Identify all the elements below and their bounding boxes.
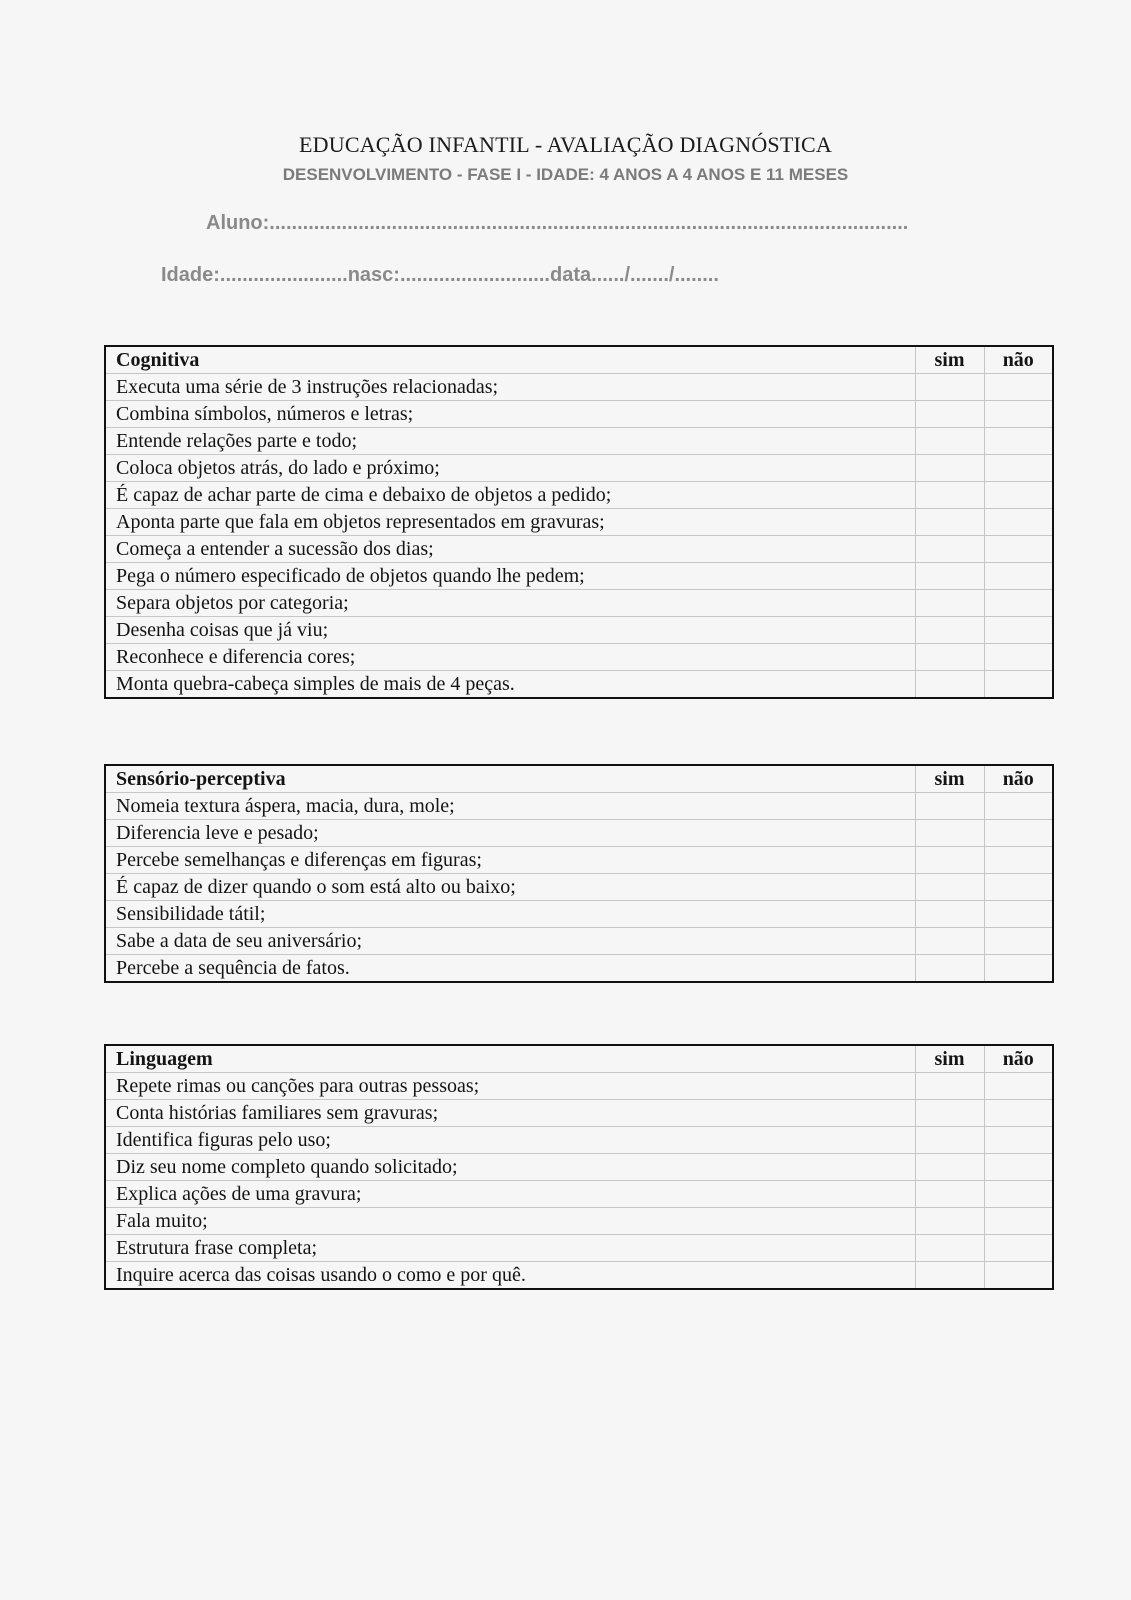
nao-checkbox-cell[interactable] <box>984 1127 1053 1154</box>
table-row <box>105 563 1053 590</box>
sim-checkbox-cell[interactable] <box>915 644 984 671</box>
item-label: Sensibilidade tátil; <box>105 901 915 928</box>
section-title: Linguagem <box>105 1045 915 1073</box>
table-row <box>105 1181 1053 1208</box>
item-label: Inquire acerca das coisas usando o como e por quê. <box>116 1264 526 1286</box>
nao-checkbox-cell[interactable] <box>984 901 1053 928</box>
section-title: Sensório-perceptiva <box>105 765 915 793</box>
nao-checkbox-cell[interactable] <box>984 1100 1053 1127</box>
item-label: Desenha coisas que já viu; <box>105 617 915 644</box>
item-label: Pega o número especificado de objetos quando lhe pedem; <box>105 563 915 590</box>
item-label: Começa a entender a sucessão dos dias; <box>105 536 915 563</box>
linguagem-table <box>104 1044 1054 1290</box>
nao-checkbox-cell[interactable] <box>984 617 1053 644</box>
sim-checkbox-cell[interactable] <box>915 874 984 901</box>
item-label: Aponta parte que fala em objetos representados em gravuras; <box>105 509 915 536</box>
nao-checkbox-cell[interactable] <box>984 847 1053 874</box>
item-label: Percebe semelhanças e diferenças em figuras; <box>105 847 915 874</box>
item-label: Diferencia leve e pesado; <box>105 820 915 847</box>
document-title: EDUCAÇÃO INFANTIL - AVALIAÇÃO DIAGNÓSTICA <box>299 132 832 157</box>
sim-checkbox-cell[interactable] <box>915 901 984 928</box>
nao-checkbox-cell[interactable] <box>984 874 1053 901</box>
item-label: Repete rimas ou canções para outras pessoas; <box>105 1073 915 1100</box>
nao-checkbox-cell[interactable] <box>984 428 1053 455</box>
table-row <box>105 901 1053 928</box>
sim-checkbox-cell[interactable] <box>915 793 984 820</box>
nao-checkbox-cell[interactable] <box>984 455 1053 482</box>
sim-checkbox-cell[interactable] <box>915 455 984 482</box>
table-row <box>105 1235 1053 1262</box>
nao-checkbox-cell[interactable] <box>984 928 1053 955</box>
sim-checkbox-cell[interactable] <box>915 671 984 699</box>
item-label: Explica ações de uma gravura; <box>105 1181 915 1208</box>
sim-checkbox-cell[interactable] <box>915 374 984 401</box>
table-row <box>105 1208 1053 1235</box>
sim-checkbox-cell[interactable] <box>915 1181 984 1208</box>
item-label: Sabe a data de seu aniversário; <box>105 928 915 955</box>
sim-checkbox-cell[interactable] <box>915 847 984 874</box>
nao-checkbox-cell[interactable] <box>984 671 1053 699</box>
table-row <box>105 401 1053 428</box>
item-label: É capaz de dizer quando o som está alto ou baixo; <box>105 874 915 901</box>
item-label: Diz seu nome completo quando solicitado; <box>105 1154 915 1181</box>
nao-header: não <box>984 1045 1053 1073</box>
item-label: Separa objetos por categoria; <box>105 590 915 617</box>
item-label: Executa uma série de 3 instruções relacionadas; <box>105 374 915 401</box>
table-row <box>105 1100 1053 1127</box>
nao-checkbox-cell[interactable] <box>984 482 1053 509</box>
table-row <box>105 955 1053 983</box>
sim-checkbox-cell[interactable] <box>915 1262 984 1290</box>
table-row <box>105 928 1053 955</box>
sim-checkbox-cell[interactable] <box>915 820 984 847</box>
table-row <box>105 644 1053 671</box>
sim-checkbox-cell[interactable] <box>915 563 984 590</box>
nao-checkbox-cell[interactable] <box>984 1235 1053 1262</box>
table-row <box>105 1154 1053 1181</box>
table-row <box>105 590 1053 617</box>
item-label: Estrutura frase completa; <box>105 1235 915 1262</box>
nao-checkbox-cell[interactable] <box>984 820 1053 847</box>
nao-checkbox-cell[interactable] <box>984 793 1053 820</box>
sim-checkbox-cell[interactable] <box>915 617 984 644</box>
table-header-row <box>105 346 1053 374</box>
table-row <box>105 617 1053 644</box>
section-title: Cognitiva <box>105 346 915 374</box>
table-row <box>105 1073 1053 1100</box>
nao-checkbox-cell[interactable] <box>984 1181 1053 1208</box>
item-label: Percebe a sequência de fatos. <box>116 957 350 979</box>
item-label: Monta quebra-cabeça simples de mais de 4 peças. <box>116 673 515 695</box>
table-row <box>105 374 1053 401</box>
sim-checkbox-cell[interactable] <box>915 509 984 536</box>
sim-checkbox-cell[interactable] <box>915 1235 984 1262</box>
sim-header: sim <box>915 765 984 793</box>
table-row <box>105 482 1053 509</box>
table-header-row <box>105 1045 1053 1073</box>
nao-header: não <box>984 765 1053 793</box>
sim-checkbox-cell[interactable] <box>915 1073 984 1100</box>
nao-checkbox-cell[interactable] <box>984 536 1053 563</box>
table-header-row <box>105 765 1053 793</box>
item-label: Reconhece e diferencia cores; <box>105 644 915 671</box>
nao-checkbox-cell[interactable] <box>984 590 1053 617</box>
sim-checkbox-cell[interactable] <box>915 536 984 563</box>
nao-checkbox-cell[interactable] <box>984 509 1053 536</box>
nao-header: não <box>984 346 1053 374</box>
nao-checkbox-cell[interactable] <box>984 1073 1053 1100</box>
table-row <box>105 1127 1053 1154</box>
item-label: Identifica figuras pelo uso; <box>105 1127 915 1154</box>
sim-header: sim <box>915 346 984 374</box>
aluno-field[interactable]: Aluno:................................................................................................................... <box>206 212 909 234</box>
nao-checkbox-cell[interactable] <box>984 1208 1053 1235</box>
table-row <box>105 1262 1053 1290</box>
sim-checkbox-cell[interactable] <box>915 401 984 428</box>
document-subtitle: DESENVOLVIMENTO - FASE I - IDADE: 4 ANOS A 4 ANOS E 11 MESES <box>282 165 849 184</box>
nao-checkbox-cell[interactable] <box>984 563 1053 590</box>
item-label: Fala muito; <box>105 1208 915 1235</box>
sim-checkbox-cell[interactable] <box>915 1154 984 1181</box>
sim-checkbox-cell[interactable] <box>915 590 984 617</box>
table-row <box>105 820 1053 847</box>
item-label: Conta histórias familiares sem gravuras; <box>105 1100 915 1127</box>
nao-checkbox-cell[interactable] <box>984 401 1053 428</box>
item-label: Combina símbolos, números e letras; <box>105 401 915 428</box>
item-label: Coloca objetos atrás, do lado e próximo; <box>105 455 915 482</box>
item-label: Nomeia textura áspera, macia, dura, mole; <box>105 793 915 820</box>
sim-checkbox-cell[interactable] <box>915 1208 984 1235</box>
item-label: Entende relações parte e todo; <box>105 428 915 455</box>
sim-checkbox-cell[interactable] <box>915 1127 984 1154</box>
sim-checkbox-cell[interactable] <box>915 928 984 955</box>
table-row <box>105 428 1053 455</box>
nao-checkbox-cell[interactable] <box>984 1262 1053 1290</box>
table-row <box>105 509 1053 536</box>
table-row <box>105 671 1053 699</box>
sim-checkbox-cell[interactable] <box>915 428 984 455</box>
nao-checkbox-cell[interactable] <box>984 374 1053 401</box>
sim-checkbox-cell[interactable] <box>915 1100 984 1127</box>
nao-checkbox-cell[interactable] <box>984 1154 1053 1181</box>
cognitiva-table <box>104 345 1054 699</box>
sim-checkbox-cell[interactable] <box>915 482 984 509</box>
table-row <box>105 874 1053 901</box>
nao-checkbox-cell[interactable] <box>984 644 1053 671</box>
nao-checkbox-cell[interactable] <box>984 955 1053 983</box>
sim-checkbox-cell[interactable] <box>915 955 984 983</box>
table-row <box>105 536 1053 563</box>
table-row <box>105 847 1053 874</box>
idade-nasc-data-field[interactable]: Idade:.......................nasc:...........................data....../......./........ <box>161 264 719 286</box>
sim-header: sim <box>915 1045 984 1073</box>
sensorio-perceptiva-table <box>104 764 1054 983</box>
table-row <box>105 793 1053 820</box>
item-label: É capaz de achar parte de cima e debaixo de objetos a pedido; <box>105 482 915 509</box>
table-row <box>105 455 1053 482</box>
